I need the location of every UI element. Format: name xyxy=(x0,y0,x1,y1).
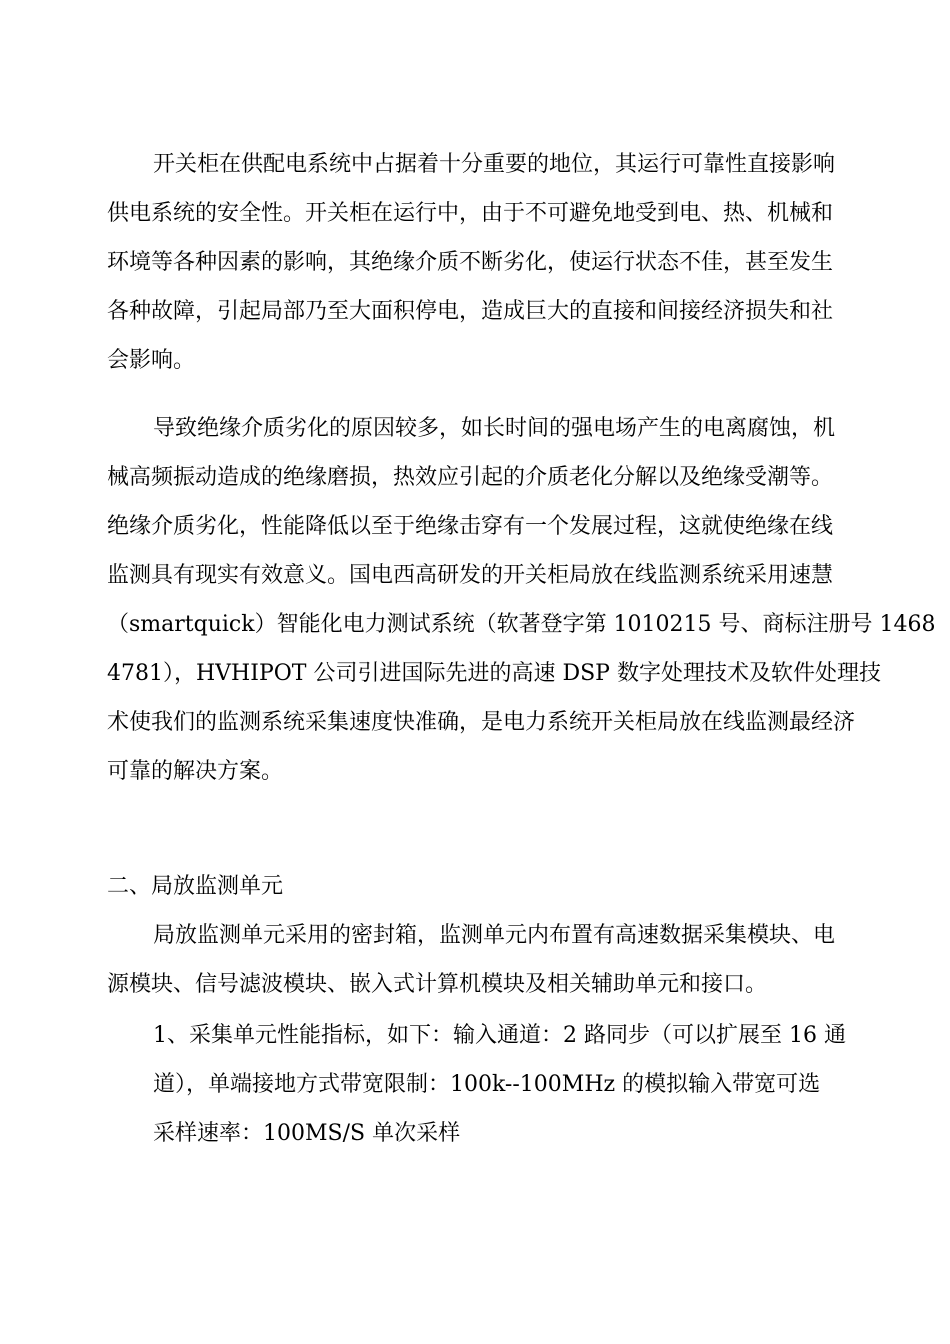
text-line: 源模块、信号滤波模块、嵌入式计算机模块及相关辅助单元和接口。 xyxy=(107,972,768,997)
text-line: 供电系统的安全性。开关柜在运行中，由于不可避免地受到电、热、机械和 xyxy=(107,201,834,226)
text-line: 各种故障，引起局部乃至大面积停电，造成巨大的直接和间接经济损失和社 xyxy=(107,299,834,324)
text-line: 开关柜在供配电系统中占据着十分重要的地位，其运行可靠性直接影响 xyxy=(153,152,836,177)
text-line: 环境等各种因素的影响，其绝缘介质不断劣化，使运行状态不佳，甚至发生 xyxy=(107,250,834,275)
text-line: 可靠的解决方案。 xyxy=(107,759,284,784)
text-line: 会影响。 xyxy=(107,348,196,373)
paragraph-insulation-degradation xyxy=(107,404,936,796)
text-line: 4781），HVHIPOT 公司引进国际先进的高速 DSP 数字处理技术及软件处理技 xyxy=(107,661,881,686)
text-line: （smartquick）智能化电力测试系统（软著登字第 1010215 号、商标注册号 1468 xyxy=(107,612,936,637)
spec-line: 采样速率：100MS/S 单次采样 xyxy=(153,1121,461,1146)
text-line: 绝缘介质劣化，性能降低以至于绝缘击穿有一个发展过程，这就使绝缘在线 xyxy=(107,514,834,539)
text-line: 械高频振动造成的绝缘磨损，热效应引起的介质老化分解以及绝缘受潮等。 xyxy=(107,465,834,490)
spec-line: 道），单端接地方式带宽限制：100k--100MHz 的模拟输入带宽可选 xyxy=(153,1072,821,1097)
text-line: 导致绝缘介质劣化的原因较多，如长时间的强电场产生的电离腐蚀，机 xyxy=(153,416,836,441)
text-line: 术使我们的监测系统采集速度快准确，是电力系统开关柜局放在线监测最经济 xyxy=(107,710,856,735)
text-line: 局放监测单元采用的密封箱，监测单元内布置有高速数据采集模块、电 xyxy=(153,923,836,948)
paragraph-switchgear-importance xyxy=(107,140,887,385)
text-line: 监测具有现实有效意义。国电西高研发的开关柜局放在线监测系统采用速慧 xyxy=(107,563,834,588)
spec-line: 1、采集单元性能指标，如下：输入通道：2 路同步（可以扩展至 16 通 xyxy=(153,1023,846,1048)
paragraph-monitoring-unit xyxy=(107,911,887,1009)
section-heading: 二、局放监测单元 xyxy=(107,874,284,899)
acquisition-spec-block xyxy=(153,1011,893,1158)
